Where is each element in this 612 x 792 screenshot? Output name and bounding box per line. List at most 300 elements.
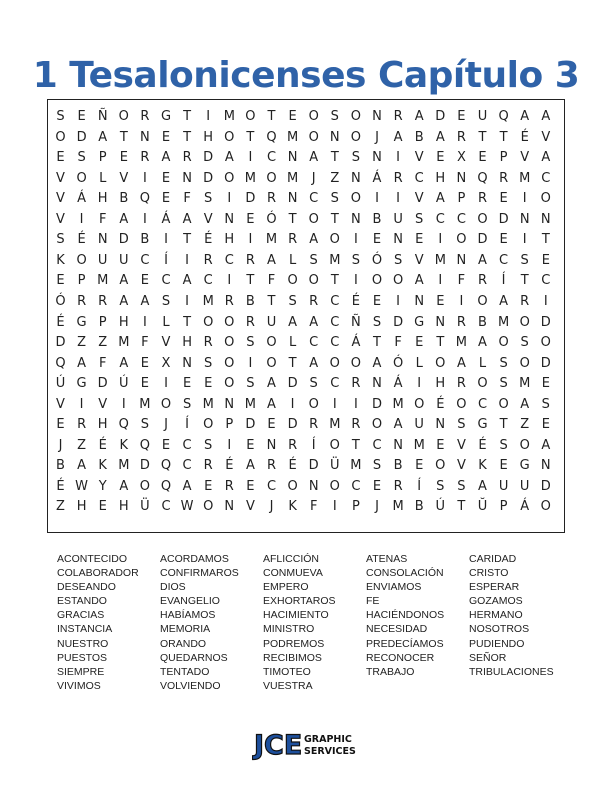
grid-letter: S [372, 458, 382, 474]
grid-letter: S [246, 335, 255, 351]
grid-letter: I [164, 232, 168, 248]
grid-letter: Á [161, 211, 171, 227]
grid-letter: L [162, 314, 170, 330]
grid-letter: R [203, 252, 213, 268]
grid-letter: Ó [371, 252, 383, 268]
grid-letter: A [182, 478, 192, 494]
grid-letter: T [267, 109, 276, 124]
grid-letter: R [140, 150, 150, 166]
grid-letter: C [330, 314, 340, 330]
grid-letter: S [457, 417, 466, 433]
grid-row [48, 497, 564, 517]
grid-letter: D [540, 478, 551, 494]
grid-letter: A [414, 273, 424, 289]
grid-letter: H [435, 376, 446, 392]
grid-letter: O [266, 335, 277, 351]
grid-row [48, 313, 564, 333]
grid-letter: C [309, 191, 319, 207]
grid-letter: I [438, 273, 443, 289]
grid-letter: N [540, 211, 551, 227]
grid-letter: B [372, 211, 382, 227]
grid-letter: S [436, 478, 445, 494]
grid-letter: V [414, 252, 424, 268]
word-item: NECESIDAD [366, 623, 428, 636]
grid-letter: O [76, 170, 87, 186]
grid-letter: I [121, 396, 126, 412]
grid-letter: A [98, 129, 108, 145]
grid-row [48, 354, 564, 374]
grid-letter: E [372, 232, 382, 248]
grid-letter: H [118, 499, 129, 515]
grid-letter: D [55, 335, 66, 351]
grid-letter: R [456, 314, 466, 330]
grid-letter: M [265, 232, 278, 248]
grid-row [48, 415, 564, 435]
grid-letter: E [499, 232, 508, 248]
grid-letter: I [396, 150, 401, 166]
grid-letter: Á [77, 191, 87, 207]
grid-letter: É [351, 293, 360, 309]
grid-letter: C [456, 211, 466, 227]
grid-letter: A [224, 150, 234, 166]
grid-letter: S [77, 150, 86, 166]
grid-letter: R [77, 417, 87, 433]
grid-letter: S [140, 417, 150, 433]
grid-letter: K [288, 499, 297, 515]
grid-letter: J [311, 170, 316, 186]
grid-letter: D [435, 109, 446, 124]
grid-letter: O [203, 499, 214, 515]
grid-letter: Í [185, 417, 190, 433]
word-column [366, 552, 470, 679]
grid-letter: N [351, 170, 361, 186]
grid-letter: V [456, 458, 466, 474]
grid-letter: O [224, 376, 235, 392]
word-item: VUESTRA [263, 679, 313, 692]
grid-letter: V [414, 150, 424, 166]
word-item: MEMORIA [160, 623, 211, 636]
grid-letter: N [351, 211, 361, 227]
grid-letter: Á [351, 335, 361, 351]
grid-letter: P [457, 191, 466, 207]
grid-letter: A [119, 478, 129, 494]
grid-letter: R [309, 293, 319, 309]
grid-letter: O [477, 211, 488, 227]
grid-letter: S [415, 211, 424, 227]
grid-letter: R [203, 458, 213, 474]
grid-letter: R [266, 458, 277, 474]
grid-letter: I [332, 396, 337, 412]
grid-letter: M [244, 170, 256, 186]
grid-letter: D [308, 458, 319, 474]
grid-letter: S [330, 191, 339, 207]
grid-letter: E [161, 129, 171, 145]
grid-letter: R [288, 232, 298, 248]
grid-letter: O [498, 335, 509, 351]
grid-letter: Q [160, 478, 172, 494]
grid-letter: E [140, 273, 149, 289]
grid-letter: E [182, 376, 192, 392]
grid-letter: R [477, 191, 488, 207]
grid-letter: C [161, 499, 171, 515]
grid-letter: K [98, 458, 107, 474]
grid-letter: X [161, 355, 171, 371]
grid-letter: T [183, 109, 192, 124]
grid-letter: A [435, 191, 445, 207]
word-item: NOSOTROS [469, 623, 530, 636]
grid-letter: I [79, 396, 84, 412]
grid-letter: K [56, 252, 65, 268]
grid-letter: S [351, 150, 361, 166]
grid-letter: T [288, 211, 297, 227]
grid-letter: N [414, 293, 425, 309]
grid-letter: C [224, 252, 234, 268]
grid-letter: N [182, 170, 192, 186]
grid-letter: C [203, 273, 213, 289]
grid-letter: L [99, 170, 107, 186]
grid-letter: T [288, 355, 297, 371]
grid-letter: E [119, 150, 128, 166]
grid-letter: D [540, 314, 551, 330]
grid-letter: V [56, 211, 65, 227]
grid-row [48, 128, 564, 148]
grid-letter: O [308, 396, 319, 412]
grid-letter: Ñ [97, 109, 108, 124]
grid-letter: Z [56, 499, 65, 515]
grid-row [48, 169, 564, 189]
grid-letter: N [393, 232, 403, 248]
grid-letter: M [244, 396, 256, 412]
grid-row [48, 230, 564, 250]
word-item: EMPERO [263, 581, 309, 594]
grid-letter: F [309, 499, 318, 515]
word-column [57, 552, 161, 693]
grid-letter: M [223, 109, 235, 124]
word-item: GOZAMOS [469, 595, 523, 608]
grid-letter: A [520, 109, 530, 124]
grid-row [48, 374, 564, 394]
grid-letter: V [56, 396, 65, 412]
grid-letter: A [140, 293, 150, 309]
grid-letter: R [224, 478, 234, 494]
grid-letter: T [246, 129, 255, 145]
grid-letter: T [351, 437, 360, 453]
grid-letter: O [224, 314, 235, 330]
grid-letter: N [287, 150, 298, 166]
word-item: ESTANDO [57, 595, 107, 608]
grid-letter: N [372, 150, 382, 166]
grid-letter: M [519, 170, 531, 186]
word-item: HACIÉNDONOS [366, 609, 445, 622]
grid-letter: O [477, 293, 488, 309]
grid-letter: S [499, 376, 508, 392]
grid-letter: B [119, 191, 129, 207]
grid-letter: S [204, 191, 213, 207]
grid-letter: H [182, 335, 192, 351]
grid-letter: D [245, 417, 256, 433]
grid-letter: E [499, 458, 508, 474]
grid-letter: Í [501, 273, 506, 289]
grid-letter: O [160, 396, 172, 412]
grid-letter: P [98, 314, 107, 330]
grid-letter: A [77, 355, 87, 371]
grid-letter: R [288, 437, 298, 453]
grid-letter: N [224, 396, 235, 412]
grid-letter: Ú [119, 376, 129, 392]
grid-letter: E [77, 109, 86, 124]
word-item: FE [366, 595, 380, 608]
grid-letter: C [351, 478, 361, 494]
grid-letter: E [478, 150, 487, 166]
word-item: VIVIMOS [57, 679, 101, 692]
logo-text-services: SERVICES [304, 746, 356, 757]
grid-letter: A [182, 273, 192, 289]
grid-letter: I [185, 252, 190, 268]
grid-letter: M [118, 335, 130, 351]
word-item: QUEDARNOS [160, 651, 228, 664]
grid-letter: T [330, 273, 339, 289]
grid-letter: N [456, 170, 467, 186]
grid-letter: I [227, 273, 232, 289]
grid-letter: M [286, 129, 299, 145]
grid-letter: Z [98, 335, 108, 351]
grid-letter: I [142, 211, 147, 227]
grid-letter: D [203, 170, 214, 186]
grid-letter: S [204, 355, 213, 371]
grid-letter: E [288, 109, 297, 124]
letter-grid [47, 99, 565, 533]
grid-letter: R [245, 314, 255, 330]
grid-letter: O [435, 458, 446, 474]
grid-letter: M [286, 170, 299, 186]
grid-letter: Á [520, 499, 530, 515]
grid-letter: T [119, 129, 128, 145]
grid-letter: R [351, 376, 361, 392]
grid-row [48, 210, 564, 230]
grid-letter: I [353, 396, 358, 412]
grid-letter: P [98, 150, 107, 166]
grid-letter: I [142, 314, 147, 330]
grid-letter: S [541, 396, 550, 412]
grid-letter: A [267, 396, 276, 412]
word-item: SEÑOR [469, 651, 507, 664]
grid-letter: M [519, 376, 531, 392]
grid-letter: S [520, 335, 529, 351]
grid-letter: G [76, 314, 87, 330]
grid-letter: M [413, 437, 425, 453]
grid-letter: R [351, 417, 361, 433]
grid-letter: O [55, 129, 66, 145]
grid-letter: I [522, 232, 527, 248]
word-item: SIEMPRE [57, 665, 105, 678]
grid-letter: N [287, 191, 298, 207]
grid-letter: O [76, 252, 87, 268]
grid-letter: A [541, 437, 551, 453]
grid-letter: H [224, 232, 235, 248]
grid-letter: É [56, 478, 65, 494]
word-item: CRISTO [469, 567, 509, 580]
grid-letter: D [287, 376, 298, 392]
grid-letter: N [372, 109, 382, 124]
grid-letter: O [540, 335, 551, 351]
grid-letter: I [396, 293, 401, 309]
grid-letter: O [329, 437, 340, 453]
grid-letter: E [415, 458, 424, 474]
word-item: PUDIENDO [469, 637, 525, 650]
grid-letter: O [224, 129, 235, 145]
grid-letter: A [393, 129, 403, 145]
grid-letter: C [330, 293, 340, 309]
grid-letter: C [161, 273, 171, 289]
grid-letter: T [183, 129, 192, 145]
grid-letter: F [98, 355, 107, 371]
grid-letter: D [477, 232, 488, 248]
grid-letter: S [499, 437, 508, 453]
grid-letter: R [477, 273, 488, 289]
grid-letter: N [329, 129, 340, 145]
word-item: CARIDAD [469, 553, 517, 565]
grid-letter: M [202, 396, 214, 412]
word-item: CONFIRMAROS [160, 567, 239, 580]
grid-letter: E [56, 150, 65, 166]
grid-letter: O [519, 437, 530, 453]
grid-letter: S [56, 109, 65, 124]
grid-letter: C [309, 335, 319, 351]
grid-row [48, 333, 564, 353]
grid-letter: E [541, 417, 550, 433]
grid-letter: H [435, 170, 446, 186]
word-item: TRIBULACIONES [469, 665, 554, 678]
grid-letter: C [435, 211, 445, 227]
grid-letter: L [288, 252, 297, 268]
grid-letter: I [353, 232, 358, 248]
grid-letter: A [478, 252, 487, 268]
grid-letter: H [203, 129, 214, 145]
grid-letter: I [227, 191, 232, 207]
word-item: PODREMOS [263, 637, 325, 650]
grid-letter: T [330, 150, 339, 166]
grid-letter: T [246, 273, 255, 289]
grid-letter: O [139, 478, 150, 494]
grid-letter: L [415, 355, 423, 371]
grid-letter: R [393, 109, 403, 124]
grid-letter: E [541, 252, 550, 268]
grid-letter: W [180, 499, 194, 515]
grid-letter: R [393, 478, 403, 494]
grid-letter: D [371, 396, 382, 412]
grid-row [48, 107, 564, 127]
grid-letter: N [393, 437, 403, 453]
grid-letter: E [140, 355, 149, 371]
word-item: ORANDO [160, 637, 207, 650]
grid-letter: V [520, 150, 530, 166]
grid-row [48, 251, 564, 271]
grid-letter: Q [477, 170, 488, 186]
grid-letter: É [225, 458, 234, 474]
grid-letter: A [119, 211, 129, 227]
grid-letter: N [97, 232, 108, 248]
grid-letter: Q [139, 191, 150, 207]
grid-letter: N [182, 355, 192, 371]
grid-letter: R [245, 252, 255, 268]
grid-letter: O [456, 232, 467, 248]
grid-letter: I [396, 191, 401, 207]
grid-letter: A [161, 150, 171, 166]
grid-letter: V [245, 499, 255, 515]
grid-letter: I [248, 355, 253, 371]
grid-letter: S [330, 109, 339, 124]
grid-letter: I [79, 211, 84, 227]
grid-letter: A [309, 150, 319, 166]
grid-letter: I [227, 437, 232, 453]
grid-letter: É [478, 437, 487, 453]
grid-letter: O [308, 211, 319, 227]
grid-letter: N [224, 499, 235, 515]
page-title: 1 Tesalonicenses Capítulo 3 [32, 55, 580, 96]
grid-letter: O [224, 170, 235, 186]
grid-letter: M [392, 499, 404, 515]
grid-letter: D [139, 458, 150, 474]
word-item: HERMANO [469, 609, 523, 622]
grid-letter: A [119, 293, 129, 309]
word-item: HABÍAMOS [160, 609, 216, 622]
grid-letter: E [204, 478, 213, 494]
grid-letter: G [477, 417, 488, 433]
grid-letter: D [97, 376, 108, 392]
grid-letter: I [332, 499, 337, 515]
word-item: RECIBIMOS [263, 651, 322, 664]
grid-letter: M [97, 273, 109, 289]
word-column [469, 552, 573, 679]
grid-letter: V [456, 437, 466, 453]
grid-letter: Ó [266, 211, 277, 227]
grid-letter: V [56, 191, 65, 207]
grid-letter: L [288, 335, 297, 351]
grid-letter: C [182, 437, 192, 453]
grid-letter: S [393, 252, 403, 268]
grid-letter: C [372, 437, 382, 453]
grid-letter: D [498, 211, 509, 227]
grid-letter: P [351, 499, 360, 515]
grid-letter: E [499, 191, 508, 207]
grid-letter: O [498, 396, 509, 412]
grid-letter: R [456, 376, 466, 392]
grid-letter: O [329, 355, 340, 371]
grid-row [48, 436, 564, 456]
grid-letter: O [540, 499, 551, 515]
grid-letter: I [375, 191, 379, 207]
word-item: DIOS [160, 581, 186, 594]
grid-letter: P [499, 150, 508, 166]
grid-letter: P [77, 273, 86, 289]
grid-letter: O [350, 191, 361, 207]
grid-row [48, 189, 564, 209]
grid-letter: C [541, 170, 551, 186]
grid-letter: A [182, 211, 192, 227]
grid-letter: O [477, 376, 488, 392]
grid-letter: E [98, 499, 107, 515]
grid-letter: Á [393, 376, 403, 392]
grid-letter: D [393, 314, 404, 330]
grid-letter: F [394, 335, 402, 351]
grid-letter: O [519, 314, 530, 330]
grid-letter: S [309, 376, 318, 392]
grid-letter: Z [77, 335, 87, 351]
grid-letter: B [414, 499, 424, 515]
grid-letter: Ó [55, 293, 66, 309]
grid-letter: B [56, 458, 65, 474]
word-column [263, 552, 367, 693]
